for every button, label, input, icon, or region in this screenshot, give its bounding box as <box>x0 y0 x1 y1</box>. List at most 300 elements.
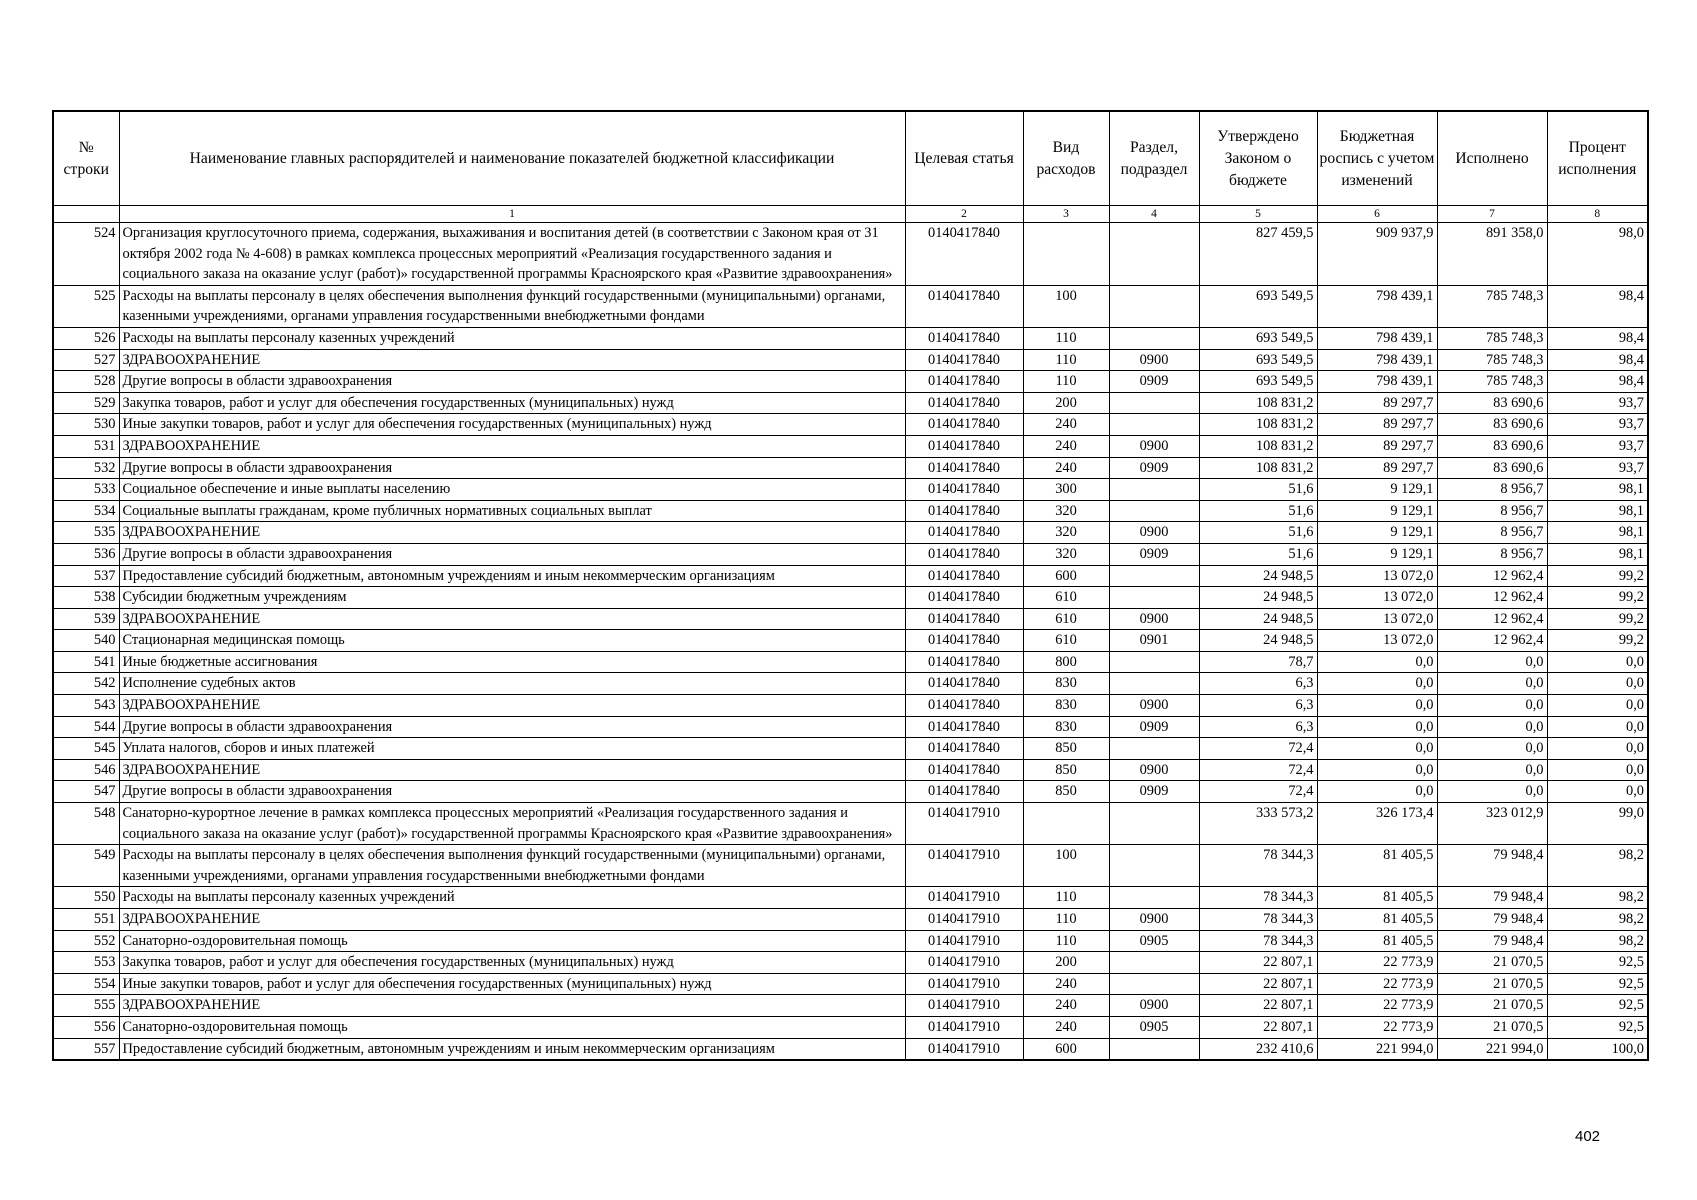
approved-amount: 22 807,1 <box>1199 995 1317 1017</box>
table-row <box>53 651 1648 673</box>
expense-kind: 100 <box>1023 845 1109 887</box>
approved-amount: 693 549,5 <box>1199 327 1317 349</box>
execution-percent: 99,2 <box>1547 565 1648 587</box>
expense-kind: 850 <box>1023 781 1109 803</box>
execution-percent: 98,4 <box>1547 285 1648 327</box>
schedule-amount: 798 439,1 <box>1317 349 1437 371</box>
row-name: ЗДРАВООХРАНЕНИЕ <box>119 695 905 717</box>
schedule-amount: 798 439,1 <box>1317 371 1437 393</box>
row-name: Расходы на выплаты персоналу казенных учреждений <box>119 887 905 909</box>
row-number: 540 <box>53 630 119 652</box>
approved-amount: 6,3 <box>1199 673 1317 695</box>
approved-amount: 6,3 <box>1199 716 1317 738</box>
expense-kind: 830 <box>1023 695 1109 717</box>
row-name: Организация круглосуточного приема, содержания, выхаживания и воспитания детей (в соответствии с Законом края от 31 октября 2002 года № 4-608) в рамках комплекса процессных мероприятий «Реализация государственного задания и социального заказа на оказание услуг (работ)» государственной программы Красноярского края «Развитие здравоохранения» <box>119 223 905 286</box>
schedule-amount: 909 937,9 <box>1317 223 1437 286</box>
expense-kind: 850 <box>1023 738 1109 760</box>
section-code <box>1109 392 1199 414</box>
row-name: Расходы на выплаты персоналу в целях обеспечения выполнения функций государственными (муниципальными) органами, казенными учреждениями, органами управления государственными внебюджетными фондами <box>119 845 905 887</box>
schedule-amount: 9 129,1 <box>1317 543 1437 565</box>
expense-kind: 610 <box>1023 630 1109 652</box>
row-number: 534 <box>53 500 119 522</box>
executed-amount: 785 748,3 <box>1437 371 1547 393</box>
schedule-amount: 798 439,1 <box>1317 285 1437 327</box>
section-code <box>1109 845 1199 887</box>
executed-amount: 12 962,4 <box>1437 565 1547 587</box>
row-name: ЗДРАВООХРАНЕНИЕ <box>119 349 905 371</box>
execution-percent: 98,1 <box>1547 500 1648 522</box>
section-code: 0900 <box>1109 608 1199 630</box>
executed-amount: 0,0 <box>1437 738 1547 760</box>
table-row <box>53 887 1648 909</box>
section-code <box>1109 327 1199 349</box>
row-name: Исполнение судебных актов <box>119 673 905 695</box>
expense-kind: 320 <box>1023 500 1109 522</box>
schedule-amount: 81 405,5 <box>1317 845 1437 887</box>
row-number: 552 <box>53 930 119 952</box>
execution-percent: 0,0 <box>1547 716 1648 738</box>
schedule-amount: 81 405,5 <box>1317 930 1437 952</box>
schedule-amount: 9 129,1 <box>1317 522 1437 544</box>
expense-kind: 110 <box>1023 909 1109 931</box>
schedule-amount: 13 072,0 <box>1317 565 1437 587</box>
row-name: Другие вопросы в области здравоохранения <box>119 457 905 479</box>
section-code: 0909 <box>1109 716 1199 738</box>
execution-percent: 92,5 <box>1547 973 1648 995</box>
execution-percent: 99,2 <box>1547 630 1648 652</box>
expense-kind: 850 <box>1023 759 1109 781</box>
expense-kind: 240 <box>1023 414 1109 436</box>
expense-kind: 110 <box>1023 327 1109 349</box>
approved-amount: 72,4 <box>1199 759 1317 781</box>
execution-percent: 0,0 <box>1547 759 1648 781</box>
row-number: 531 <box>53 435 119 457</box>
approved-amount: 51,6 <box>1199 500 1317 522</box>
executed-amount: 79 948,4 <box>1437 845 1547 887</box>
approved-amount: 78,7 <box>1199 651 1317 673</box>
row-name: Субсидии бюджетным учреждениям <box>119 587 905 609</box>
schedule-amount: 221 994,0 <box>1317 1038 1437 1060</box>
target-article: 0140417840 <box>905 223 1023 286</box>
executed-amount: 221 994,0 <box>1437 1038 1547 1060</box>
execution-percent: 93,7 <box>1547 392 1648 414</box>
table-row <box>53 930 1648 952</box>
row-name: Уплата налогов, сборов и иных платежей <box>119 738 905 760</box>
section-code: 0900 <box>1109 349 1199 371</box>
row-number: 544 <box>53 716 119 738</box>
expense-kind: 600 <box>1023 1038 1109 1060</box>
section-code <box>1109 673 1199 695</box>
target-article: 0140417910 <box>905 952 1023 974</box>
target-article: 0140417910 <box>905 1038 1023 1060</box>
section-code: 0900 <box>1109 759 1199 781</box>
column-number: 8 <box>1547 206 1648 223</box>
execution-percent: 98,4 <box>1547 349 1648 371</box>
executed-amount: 8 956,7 <box>1437 500 1547 522</box>
row-name: Предоставление субсидий бюджетным, автономным учреждениям и иным некоммерческим организациям <box>119 1038 905 1060</box>
row-number: 527 <box>53 349 119 371</box>
row-number: 550 <box>53 887 119 909</box>
execution-percent: 93,7 <box>1547 414 1648 436</box>
schedule-amount: 0,0 <box>1317 781 1437 803</box>
schedule-amount: 0,0 <box>1317 716 1437 738</box>
executed-amount: 785 748,3 <box>1437 349 1547 371</box>
table-row <box>53 349 1648 371</box>
expense-kind: 240 <box>1023 995 1109 1017</box>
page-number: 402 <box>1575 1128 1601 1145</box>
table-row <box>53 371 1648 393</box>
target-article: 0140417840 <box>905 414 1023 436</box>
expense-kind: 830 <box>1023 673 1109 695</box>
execution-percent: 93,7 <box>1547 435 1648 457</box>
section-code <box>1109 479 1199 501</box>
row-name: Другие вопросы в области здравоохранения <box>119 781 905 803</box>
schedule-amount: 0,0 <box>1317 673 1437 695</box>
table-row <box>53 543 1648 565</box>
section-code: 0905 <box>1109 1016 1199 1038</box>
target-article: 0140417910 <box>905 930 1023 952</box>
expense-kind: 110 <box>1023 887 1109 909</box>
target-article: 0140417910 <box>905 909 1023 931</box>
approved-amount: 24 948,5 <box>1199 630 1317 652</box>
approved-amount: 6,3 <box>1199 695 1317 717</box>
schedule-amount: 0,0 <box>1317 651 1437 673</box>
row-name: ЗДРАВООХРАНЕНИЕ <box>119 995 905 1017</box>
row-name: Социальные выплаты гражданам, кроме публичных нормативных социальных выплат <box>119 500 905 522</box>
target-article: 0140417840 <box>905 565 1023 587</box>
row-name: Закупка товаров, работ и услуг для обеспечения государственных (муниципальных) нужд <box>119 952 905 974</box>
schedule-amount: 81 405,5 <box>1317 887 1437 909</box>
executed-amount: 785 748,3 <box>1437 327 1547 349</box>
row-name: ЗДРАВООХРАНЕНИЕ <box>119 608 905 630</box>
expense-kind: 110 <box>1023 930 1109 952</box>
row-name: Стационарная медицинская помощь <box>119 630 905 652</box>
executed-amount: 0,0 <box>1437 781 1547 803</box>
executed-amount: 21 070,5 <box>1437 995 1547 1017</box>
target-article: 0140417910 <box>905 1016 1023 1038</box>
target-article: 0140417840 <box>905 457 1023 479</box>
header-name: Наименование главных распорядителей и наименование показателей бюджетной классификации <box>119 111 905 206</box>
expense-kind <box>1023 223 1109 286</box>
row-number: 554 <box>53 973 119 995</box>
approved-amount: 24 948,5 <box>1199 608 1317 630</box>
row-number: 537 <box>53 565 119 587</box>
header-approved: Утверждено Законом о бюджете <box>1199 111 1317 206</box>
approved-amount: 693 549,5 <box>1199 371 1317 393</box>
executed-amount: 0,0 <box>1437 695 1547 717</box>
row-name: Иные закупки товаров, работ и услуг для обеспечения государственных (муниципальных) нужд <box>119 973 905 995</box>
section-code: 0900 <box>1109 522 1199 544</box>
executed-amount: 79 948,4 <box>1437 909 1547 931</box>
schedule-amount: 13 072,0 <box>1317 630 1437 652</box>
row-name: ЗДРАВООХРАНЕНИЕ <box>119 435 905 457</box>
row-number: 535 <box>53 522 119 544</box>
approved-amount: 72,4 <box>1199 738 1317 760</box>
table-row <box>53 952 1648 974</box>
target-article: 0140417840 <box>905 738 1023 760</box>
section-code: 0901 <box>1109 630 1199 652</box>
section-code <box>1109 565 1199 587</box>
table-row <box>53 630 1648 652</box>
table-row <box>53 909 1648 931</box>
executed-amount: 12 962,4 <box>1437 608 1547 630</box>
row-name: Расходы на выплаты персоналу в целях обеспечения выполнения функций государственными (муниципальными) органами, казенными учреждениями, органами управления государственными внебюджетными фондами <box>119 285 905 327</box>
section-code: 0900 <box>1109 909 1199 931</box>
table-row <box>53 587 1648 609</box>
section-code: 0900 <box>1109 695 1199 717</box>
table-row <box>53 781 1648 803</box>
schedule-amount: 89 297,7 <box>1317 414 1437 436</box>
row-number: 556 <box>53 1016 119 1038</box>
target-article: 0140417840 <box>905 392 1023 414</box>
target-article: 0140417840 <box>905 479 1023 501</box>
expense-kind: 320 <box>1023 522 1109 544</box>
schedule-amount: 0,0 <box>1317 695 1437 717</box>
row-number: 549 <box>53 845 119 887</box>
target-article: 0140417840 <box>905 630 1023 652</box>
section-code <box>1109 587 1199 609</box>
row-number: 526 <box>53 327 119 349</box>
row-name: Санаторно-оздоровительная помощь <box>119 1016 905 1038</box>
target-article: 0140417910 <box>905 973 1023 995</box>
expense-kind: 200 <box>1023 952 1109 974</box>
executed-amount: 8 956,7 <box>1437 522 1547 544</box>
column-number: 7 <box>1437 206 1547 223</box>
row-number: 557 <box>53 1038 119 1060</box>
schedule-amount: 0,0 <box>1317 759 1437 781</box>
table-row <box>53 500 1648 522</box>
section-code <box>1109 414 1199 436</box>
executed-amount: 8 956,7 <box>1437 543 1547 565</box>
executed-amount: 12 962,4 <box>1437 630 1547 652</box>
executed-amount: 0,0 <box>1437 759 1547 781</box>
table-row <box>53 1038 1648 1060</box>
column-number: 3 <box>1023 206 1109 223</box>
row-name: Расходы на выплаты персоналу казенных учреждений <box>119 327 905 349</box>
approved-amount: 78 344,3 <box>1199 930 1317 952</box>
target-article: 0140417910 <box>905 995 1023 1017</box>
table-row <box>53 457 1648 479</box>
row-name: Санаторно-курортное лечение в рамках комплекса процессных мероприятий «Реализация государственного задания и социального заказа на оказание услуг (работ)» государственной программы Красноярского края «Развитие здравоохранения» <box>119 803 905 845</box>
approved-amount: 693 549,5 <box>1199 285 1317 327</box>
approved-amount: 78 344,3 <box>1199 909 1317 931</box>
approved-amount: 24 948,5 <box>1199 587 1317 609</box>
execution-percent: 99,0 <box>1547 803 1648 845</box>
target-article: 0140417840 <box>905 500 1023 522</box>
row-number: 538 <box>53 587 119 609</box>
approved-amount: 78 344,3 <box>1199 845 1317 887</box>
header-row <box>53 111 1648 206</box>
executed-amount: 0,0 <box>1437 673 1547 695</box>
schedule-amount: 13 072,0 <box>1317 587 1437 609</box>
approved-amount: 72,4 <box>1199 781 1317 803</box>
expense-kind: 240 <box>1023 973 1109 995</box>
expense-kind: 830 <box>1023 716 1109 738</box>
execution-percent: 98,4 <box>1547 327 1648 349</box>
table-row <box>53 695 1648 717</box>
row-number: 546 <box>53 759 119 781</box>
target-article: 0140417840 <box>905 759 1023 781</box>
execution-percent: 0,0 <box>1547 738 1648 760</box>
expense-kind: 240 <box>1023 1016 1109 1038</box>
row-number: 547 <box>53 781 119 803</box>
schedule-amount: 9 129,1 <box>1317 500 1437 522</box>
row-name: Иные закупки товаров, работ и услуг для обеспечения государственных (муниципальных) нужд <box>119 414 905 436</box>
row-number: 530 <box>53 414 119 436</box>
section-code <box>1109 1038 1199 1060</box>
table-row <box>53 608 1648 630</box>
target-article: 0140417840 <box>905 608 1023 630</box>
target-article: 0140417840 <box>905 285 1023 327</box>
execution-percent: 100,0 <box>1547 1038 1648 1060</box>
target-article: 0140417840 <box>905 522 1023 544</box>
expense-kind: 300 <box>1023 479 1109 501</box>
row-name: Иные бюджетные ассигнования <box>119 651 905 673</box>
row-name: Другие вопросы в области здравоохранения <box>119 716 905 738</box>
executed-amount: 12 962,4 <box>1437 587 1547 609</box>
expense-kind: 110 <box>1023 371 1109 393</box>
table-row <box>53 392 1648 414</box>
row-number: 545 <box>53 738 119 760</box>
execution-percent: 0,0 <box>1547 781 1648 803</box>
table-row <box>53 845 1648 887</box>
execution-percent: 98,2 <box>1547 930 1648 952</box>
execution-percent: 92,5 <box>1547 995 1648 1017</box>
row-number: 553 <box>53 952 119 974</box>
row-number: 555 <box>53 995 119 1017</box>
row-number: 529 <box>53 392 119 414</box>
section-code <box>1109 500 1199 522</box>
row-number: 542 <box>53 673 119 695</box>
execution-percent: 98,2 <box>1547 845 1648 887</box>
execution-percent: 99,2 <box>1547 587 1648 609</box>
approved-amount: 78 344,3 <box>1199 887 1317 909</box>
target-article: 0140417840 <box>905 651 1023 673</box>
expense-kind: 200 <box>1023 392 1109 414</box>
table-row <box>53 285 1648 327</box>
execution-percent: 0,0 <box>1547 651 1648 673</box>
target-article: 0140417840 <box>905 716 1023 738</box>
row-number: 536 <box>53 543 119 565</box>
schedule-amount: 81 405,5 <box>1317 909 1437 931</box>
table-row <box>53 759 1648 781</box>
table-row <box>53 223 1648 286</box>
target-article: 0140417840 <box>905 349 1023 371</box>
column-number-empty <box>53 206 119 223</box>
expense-kind: 100 <box>1023 285 1109 327</box>
row-number: 525 <box>53 285 119 327</box>
target-article: 0140417840 <box>905 695 1023 717</box>
header-budget-schedule: Бюджетная роспись с учетом изменений <box>1317 111 1437 206</box>
row-name: Санаторно-оздоровительная помощь <box>119 930 905 952</box>
header-executed: Исполнено <box>1437 111 1547 206</box>
row-name: Предоставление субсидий бюджетным, автономным учреждениям и иным некоммерческим организациям <box>119 565 905 587</box>
approved-amount: 108 831,2 <box>1199 392 1317 414</box>
approved-amount: 108 831,2 <box>1199 457 1317 479</box>
table-row <box>53 673 1648 695</box>
schedule-amount: 9 129,1 <box>1317 479 1437 501</box>
approved-amount: 22 807,1 <box>1199 973 1317 995</box>
target-article: 0140417840 <box>905 371 1023 393</box>
approved-amount: 51,6 <box>1199 522 1317 544</box>
schedule-amount: 326 173,4 <box>1317 803 1437 845</box>
target-article: 0140417840 <box>905 435 1023 457</box>
section-code <box>1109 651 1199 673</box>
execution-percent: 98,1 <box>1547 479 1648 501</box>
executed-amount: 21 070,5 <box>1437 973 1547 995</box>
executed-amount: 83 690,6 <box>1437 457 1547 479</box>
execution-percent: 98,1 <box>1547 522 1648 544</box>
section-code: 0900 <box>1109 995 1199 1017</box>
approved-amount: 827 459,5 <box>1199 223 1317 286</box>
executed-amount: 8 956,7 <box>1437 479 1547 501</box>
section-code: 0900 <box>1109 435 1199 457</box>
approved-amount: 108 831,2 <box>1199 435 1317 457</box>
table-row <box>53 1016 1648 1038</box>
table-row <box>53 995 1648 1017</box>
row-name: ЗДРАВООХРАНЕНИЕ <box>119 759 905 781</box>
row-number: 528 <box>53 371 119 393</box>
schedule-amount: 89 297,7 <box>1317 392 1437 414</box>
schedule-amount: 0,0 <box>1317 738 1437 760</box>
execution-percent: 98,4 <box>1547 371 1648 393</box>
target-article: 0140417910 <box>905 887 1023 909</box>
table-row <box>53 327 1648 349</box>
executed-amount: 83 690,6 <box>1437 435 1547 457</box>
header-row-no: № строки <box>53 111 119 206</box>
row-number: 539 <box>53 608 119 630</box>
section-code <box>1109 738 1199 760</box>
expense-kind: 610 <box>1023 587 1109 609</box>
row-number: 543 <box>53 695 119 717</box>
executed-amount: 891 358,0 <box>1437 223 1547 286</box>
table-row <box>53 414 1648 436</box>
section-code <box>1109 952 1199 974</box>
expense-kind: 800 <box>1023 651 1109 673</box>
section-code: 0909 <box>1109 457 1199 479</box>
schedule-amount: 798 439,1 <box>1317 327 1437 349</box>
execution-percent: 98,2 <box>1547 887 1648 909</box>
target-article: 0140417840 <box>905 587 1023 609</box>
row-name: ЗДРАВООХРАНЕНИЕ <box>119 522 905 544</box>
section-code: 0909 <box>1109 543 1199 565</box>
budget-table <box>52 110 1649 1061</box>
table-row <box>53 522 1648 544</box>
approved-amount: 22 807,1 <box>1199 1016 1317 1038</box>
execution-percent: 0,0 <box>1547 695 1648 717</box>
row-name: Закупка товаров, работ и услуг для обеспечения государственных (муниципальных) нужд <box>119 392 905 414</box>
row-number: 532 <box>53 457 119 479</box>
row-number: 548 <box>53 803 119 845</box>
row-name: Социальное обеспечение и иные выплаты населению <box>119 479 905 501</box>
execution-percent: 98,1 <box>1547 543 1648 565</box>
table-row <box>53 479 1648 501</box>
table-row <box>53 803 1648 845</box>
approved-amount: 693 549,5 <box>1199 349 1317 371</box>
approved-amount: 22 807,1 <box>1199 952 1317 974</box>
header-section: Раздел, подраздел <box>1109 111 1199 206</box>
section-code <box>1109 803 1199 845</box>
table-row <box>53 738 1648 760</box>
row-number: 541 <box>53 651 119 673</box>
row-number: 551 <box>53 909 119 931</box>
schedule-amount: 22 773,9 <box>1317 973 1437 995</box>
target-article: 0140417910 <box>905 845 1023 887</box>
row-name: Другие вопросы в области здравоохранения <box>119 371 905 393</box>
column-number: 4 <box>1109 206 1199 223</box>
row-number: 524 <box>53 223 119 286</box>
section-code <box>1109 887 1199 909</box>
